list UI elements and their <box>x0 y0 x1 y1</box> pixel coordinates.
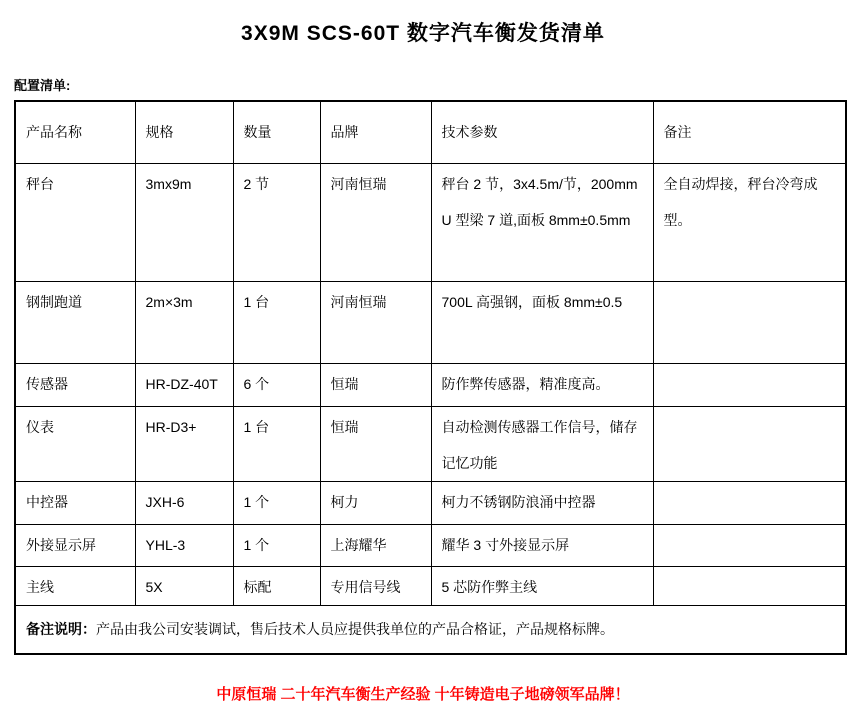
cell-spec: HR-D3+ <box>135 406 233 481</box>
cell-qty: 2 节 <box>233 163 320 281</box>
cell-tech: 秤台 2 节，3x4.5m/节，200mmU 型梁 7 道,面板 8mm±0.5mm <box>431 163 653 281</box>
cell-product: 秤台 <box>15 163 135 281</box>
delivery-spec-table <box>14 100 847 655</box>
cell-product: 主线 <box>15 566 135 605</box>
cell-tech: 5 芯防作弊主线 <box>431 566 653 605</box>
section-label: 配置清单: <box>14 78 71 93</box>
cell-tech: 自动检测传感器工作信号，储存记忆功能 <box>431 406 653 481</box>
cell-note <box>653 524 846 566</box>
cell-qty: 1 台 <box>233 406 320 481</box>
cell-note <box>653 481 846 524</box>
remark-label: 备注说明： <box>26 621 96 638</box>
header-cell-product: 产品名称 <box>15 101 135 163</box>
cell-spec: YHL-3 <box>135 524 233 566</box>
page-title: 3X9M SCS-60T 数字汽车衡发货清单 <box>241 22 605 45</box>
table-header-row <box>15 101 846 163</box>
cell-qty: 标配 <box>233 566 320 605</box>
cell-spec: JXH-6 <box>135 481 233 524</box>
cell-product: 钢制跑道 <box>15 281 135 363</box>
cell-note <box>653 281 846 363</box>
cell-brand: 专用信号线 <box>320 566 431 605</box>
cell-brand: 恒瑞 <box>320 363 431 406</box>
cell-tech: 防作弊传感器，精准度高。 <box>431 363 653 406</box>
cell-product: 仪表 <box>15 406 135 481</box>
cell-tech: 700L 高强钢，面板 8mm±0.5 <box>431 281 653 363</box>
cell-note <box>653 363 846 406</box>
remark-cell <box>15 605 846 654</box>
cell-product: 外接显示屏 <box>15 524 135 566</box>
table-row-external-display <box>15 524 846 566</box>
table-row-indicator <box>15 406 846 481</box>
cell-qty: 1 台 <box>233 281 320 363</box>
header-cell-qty: 数量 <box>233 101 320 163</box>
cell-spec: 3mx9m <box>135 163 233 281</box>
cell-brand: 河南恒瑞 <box>320 281 431 363</box>
header-cell-note: 备注 <box>653 101 846 163</box>
cell-spec: 2m×3m <box>135 281 233 363</box>
cell-qty: 1 个 <box>233 524 320 566</box>
cell-brand: 上海耀华 <box>320 524 431 566</box>
cell-qty: 6 个 <box>233 363 320 406</box>
remark-text: 产品由我公司安装调试，售后技术人员应提供我单位的产品合格证，产品规格标牌。 <box>96 621 614 638</box>
table-row-platform <box>15 163 846 281</box>
header-cell-tech: 技术参数 <box>431 101 653 163</box>
table-remark-row <box>15 605 846 654</box>
cell-spec: HR-DZ-40T <box>135 363 233 406</box>
table-row-runway <box>15 281 846 363</box>
header-cell-brand: 品牌 <box>320 101 431 163</box>
cell-note <box>653 566 846 605</box>
footer-slogan: 中原恒瑞 二十年汽车衡生产经验 十年铸造电子地磅领军品牌！ <box>216 686 630 703</box>
cell-brand: 恒瑞 <box>320 406 431 481</box>
cell-tech: 柯力不锈钢防浪涌中控器 <box>431 481 653 524</box>
cell-spec: 5X <box>135 566 233 605</box>
cell-brand: 柯力 <box>320 481 431 524</box>
header-cell-spec: 规格 <box>135 101 233 163</box>
cell-brand: 河南恒瑞 <box>320 163 431 281</box>
table-row-sensor <box>15 363 846 406</box>
cell-product: 传感器 <box>15 363 135 406</box>
cell-note: 全自动焊接，秤台冷弯成型。 <box>653 163 846 281</box>
document-page <box>0 17 846 708</box>
cell-qty: 1 个 <box>233 481 320 524</box>
table-row-junction-box <box>15 481 846 524</box>
cell-tech: 耀华 3 寸外接显示屏 <box>431 524 653 566</box>
cell-note <box>653 406 846 481</box>
cell-product: 中控器 <box>15 481 135 524</box>
table-row-main-cable <box>15 566 846 605</box>
